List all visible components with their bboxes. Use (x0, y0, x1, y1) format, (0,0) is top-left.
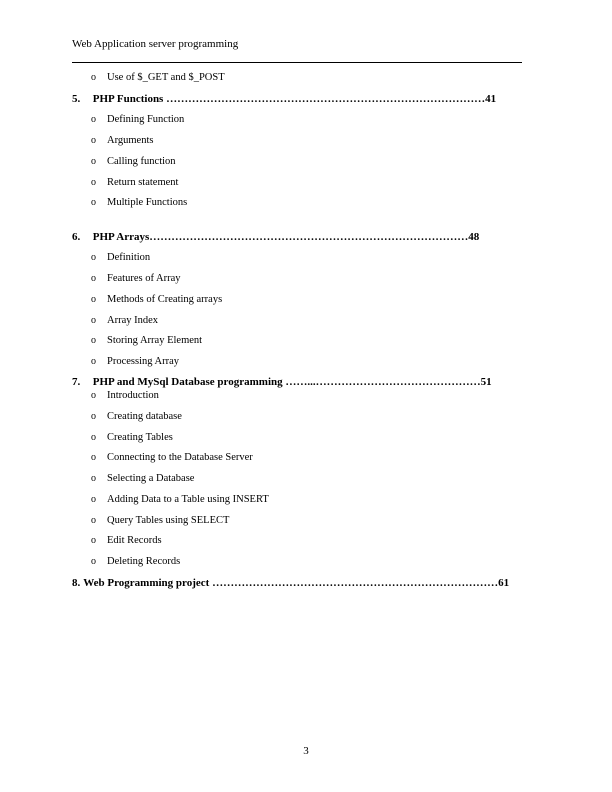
toc-entry-chapter-8 (72, 577, 522, 589)
chapter-number: 6. (72, 231, 81, 243)
chapter-number: 5. (72, 93, 81, 105)
toc-subitem-label: Multiple Functions (107, 197, 188, 208)
toc-subitem (91, 156, 176, 167)
toc-subitem (91, 473, 194, 484)
toc-subitem (91, 411, 182, 422)
bullet-icon: o (91, 390, 96, 401)
leader-dots: ……...……………………………………… (285, 376, 481, 388)
leader-dots: …………………………………………………………………………… (149, 231, 469, 243)
chapter-number: 8. (72, 577, 81, 589)
running-header: Web Application server programming (72, 38, 239, 50)
toc-subitem (91, 515, 229, 526)
toc-subitem-label: Use of $_GET and $_POST (107, 72, 225, 83)
chapter-title: PHP Functions (92, 93, 164, 105)
bullet-icon: o (91, 494, 96, 505)
toc-subitem-label: Query Tables using SELECT (107, 515, 230, 526)
bullet-icon: o (91, 335, 96, 346)
toc-subitem-label: Edit Records (107, 535, 162, 546)
toc-subitem-label: Definition (107, 252, 151, 263)
chapter-page: 48 (468, 231, 480, 243)
chapter-title: PHP Arrays (92, 231, 150, 243)
toc-subitem-label: Adding Data to a Table using INSERT (107, 494, 269, 505)
leader-dots: …………………………………………………………………… (212, 577, 499, 589)
bullet-icon: o (91, 177, 96, 188)
toc-subitem-label: Arguments (107, 135, 154, 146)
bullet-icon: o (91, 72, 96, 83)
toc-subitem (91, 494, 269, 505)
bullet-icon: o (91, 452, 96, 463)
bullet-icon: o (91, 535, 96, 546)
toc-subitem-label: Return statement (107, 177, 179, 188)
toc-subitem-label: Storing Array Element (107, 335, 203, 346)
toc-subitem-label: Connecting to the Database Server (107, 452, 253, 463)
bullet-icon: o (91, 252, 96, 263)
bullet-icon: o (91, 356, 96, 367)
toc-entry-chapter-6 (72, 231, 522, 243)
toc-subitem (91, 135, 153, 146)
chapter-page: 41 (485, 93, 497, 105)
bullet-icon: o (91, 273, 96, 284)
toc-subitem-label: Creating Tables (107, 432, 173, 443)
toc-subitem (91, 252, 150, 263)
chapter-number: 7. (72, 376, 81, 388)
toc-subitem-label: Features of Array (107, 273, 181, 284)
bullet-icon: o (91, 294, 96, 305)
toc-subitem-label: Defining Function (107, 114, 185, 125)
bullet-icon: o (91, 114, 96, 125)
bullet-icon: o (91, 315, 96, 326)
toc-subitem-label: Calling function (107, 156, 176, 167)
toc-entry-chapter-7 (72, 376, 522, 388)
toc-subitem-label: Deleting Records (107, 556, 181, 567)
toc-subitem (91, 177, 178, 188)
chapter-title: PHP and MySql Database programming (92, 376, 283, 388)
toc-subitem (91, 72, 225, 83)
bullet-icon: o (91, 556, 96, 567)
header-divider (72, 62, 522, 63)
toc-subitem (91, 294, 222, 305)
toc-subitem (91, 390, 159, 401)
leader-dots: …………………………………………………………………………… (166, 93, 486, 105)
bullet-icon: o (91, 432, 96, 443)
toc-subitem-label: Methods of Creating arrays (107, 294, 223, 305)
bullet-icon: o (91, 515, 96, 526)
toc-subitem (91, 335, 202, 346)
bullet-icon: o (91, 473, 96, 484)
chapter-page: 61 (498, 577, 510, 589)
toc-subitem (91, 452, 253, 463)
toc-subitem-label: Selecting a Database (107, 473, 195, 484)
bullet-icon: o (91, 197, 96, 208)
toc-subitem-label: Processing Array (107, 356, 180, 367)
toc-entry-chapter-5 (72, 93, 522, 105)
toc-subitem (91, 197, 187, 208)
page-number: 3 (303, 745, 309, 757)
toc-subitem (91, 356, 179, 367)
bullet-icon: o (91, 156, 96, 167)
toc-subitem (91, 556, 180, 567)
toc-subitem-label: Introduction (107, 390, 159, 401)
bullet-icon: o (91, 411, 96, 422)
toc-subitem (91, 315, 158, 326)
bullet-icon: o (91, 135, 96, 146)
toc-subitem (91, 273, 180, 284)
toc-subitem-label: Creating database (107, 411, 182, 422)
chapter-title: Web Programming project (83, 577, 210, 589)
toc-subitem-label: Array Index (107, 315, 159, 326)
chapter-page: 51 (480, 376, 492, 388)
toc-subitem (91, 432, 173, 443)
toc-subitem (91, 114, 184, 125)
toc-subitem (91, 535, 162, 546)
